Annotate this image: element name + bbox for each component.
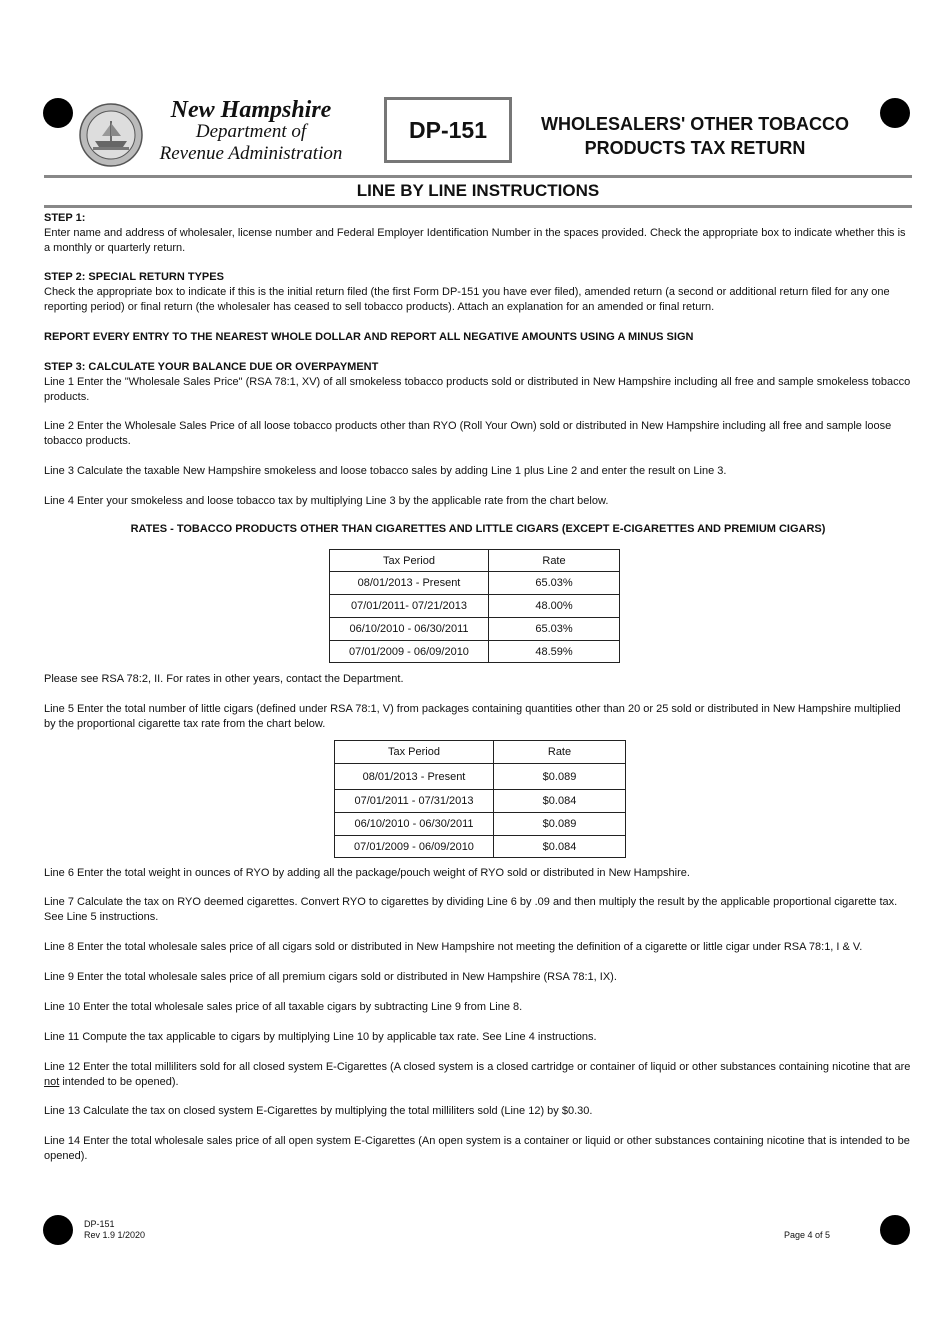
line12-text-a: Line 12 Enter the total milliliters sold for all closed system E-Cigarettes (A closed system is a closed cartridge or container of liquid or other substances containing nicotine that are — [44, 1061, 911, 1073]
line7-instruction: Line 7 Calculate the tax on RYO deemed cigarettes. Convert RYO to cigarettes by dividing Line 6 by .09 and then multiply the result by the applicable proportional cigarette tax. See Line 5 instructions. — [44, 896, 898, 923]
line6-instruction: Line 6 Enter the total weight in ounces of RYO by adding all the package/pouch weight of RYO sold or distributed in New Hampshire. — [44, 867, 690, 879]
line4-instruction: Line 4 Enter your smokeless and loose tobacco tax by multiplying Line 3 by the applicable rate from the chart below. — [44, 495, 609, 507]
table-cell: 65.03% — [489, 618, 620, 641]
line14-instruction: Line 14 Enter the total wholesale sales price of all open system E-Cigarettes (An open system is a container or liquid or other substances containing nicotine that is intended to be opened). — [44, 1135, 910, 1162]
table-cell: 07/01/2011 - 07/31/2013 — [335, 790, 494, 813]
header-divider-top — [44, 175, 912, 178]
rates-title: RATES - TOBACCO PRODUCTS OTHER THAN CIGARETTES AND LITTLE CIGARS (EXCEPT E-CIGARETTES AND PREMIUM CIGARS) — [130, 523, 826, 535]
table-cell: $0.089 — [494, 764, 626, 790]
line12-instruction — [44, 1060, 914, 1090]
registration-mark-bottom-left — [43, 1215, 73, 1245]
table-row — [335, 836, 626, 858]
footer-form-info — [84, 1219, 145, 1241]
little-cigar-rates-table — [334, 740, 626, 858]
step1-text: Enter name and address of wholesaler, license number and Federal Employer Identification Number in the spaces provided. Check the appropriate box to indicate whether this is a monthly or quarterly return. — [44, 227, 906, 254]
state-seal-icon — [79, 103, 143, 167]
table-row — [330, 595, 620, 618]
agency-line-1: New Hampshire — [170, 97, 332, 123]
table-cell: 08/01/2013 - Present — [335, 764, 494, 790]
footer-revision: Rev 1.9 1/2020 — [84, 1230, 146, 1240]
line8-instruction: Line 8 Enter the total wholesale sales price of all cigars sold or distributed in New Hampshire not meeting the definition of a cigarette or little cigar under RSA 78:1, I & V. — [44, 941, 863, 953]
table-cell: 07/01/2009 - 06/09/2010 — [335, 836, 494, 858]
table-cell: $0.084 — [494, 790, 626, 813]
step1-heading: STEP 1: — [44, 212, 86, 224]
form-title-line-2: PRODUCTS TAX RETURN — [584, 138, 806, 158]
registration-mark-top-left — [43, 98, 73, 128]
table-row — [335, 813, 626, 836]
form-title-line-1: WHOLESALERS' OTHER TOBACCO — [541, 114, 849, 134]
footer-page-number: Page 4 of 5 — [784, 1230, 831, 1240]
table-cell: 65.03% — [489, 572, 620, 595]
table-header-row — [335, 741, 626, 764]
table-row — [335, 764, 626, 790]
table-header-cell: Rate — [489, 550, 620, 572]
table-row — [330, 618, 620, 641]
see-rsa-note: Please see RSA 78:2, II. For rates in other years, contact the Department. — [44, 673, 404, 685]
line10-instruction: Line 10 Enter the total wholesale sales price of all taxable cigars by subtracting Line 9 from Line 8. — [44, 1001, 523, 1013]
agency-name — [146, 99, 356, 165]
line9-instruction: Line 9 Enter the total wholesale sales price of all premium cigars sold or distributed in New Hampshire (RSA 78:1, IX). — [44, 971, 617, 983]
line12-emphasis: not — [44, 1076, 60, 1088]
line11-instruction: Line 11 Compute the tax applicable to cigars by multiplying Line 10 by applicable tax rate. See Line 4 instructions. — [44, 1031, 597, 1043]
table-row — [330, 572, 620, 595]
table-cell: 07/01/2011- 07/21/2013 — [330, 595, 489, 618]
line1-instruction: Line 1 Enter the "Wholesale Sales Price" (RSA 78:1, XV) of all smokeless tobacco products sold or distributed in New Hampshire including all free and sample smokeless tobacco products. — [44, 376, 911, 403]
table-cell: 48.00% — [489, 595, 620, 618]
table-row — [330, 641, 620, 663]
table-header-cell: Tax Period — [330, 550, 489, 572]
table-cell: 48.59% — [489, 641, 620, 663]
line13-instruction: Line 13 Calculate the tax on closed system E-Cigarettes by multiplying the total milliliters sold (Line 12) by $0.30. — [44, 1105, 593, 1117]
table-header-row — [330, 550, 620, 572]
footer-form-number: DP-151 — [84, 1219, 115, 1229]
line2-instruction: Line 2 Enter the Wholesale Sales Price of all loose tobacco products other than RYO (Roll Your Own) sold or distributed in New Hampshire including all free and sample loose tobacco products. — [44, 420, 892, 447]
line3-instruction: Line 3 Calculate the taxable New Hampshire smokeless and loose tobacco sales by adding Line 1 plus Line 2 and enter the result on Line 3. — [44, 465, 727, 477]
form-title — [530, 112, 860, 160]
registration-mark-top-right — [880, 98, 910, 128]
tobacco-rates-table — [329, 549, 620, 663]
report-notice: REPORT EVERY ENTRY TO THE NEAREST WHOLE DOLLAR AND REPORT ALL NEGATIVE AMOUNTS USING A MINUS SIGN — [44, 331, 694, 343]
table-header-cell: Tax Period — [335, 741, 494, 764]
line5-instruction: Line 5 Enter the total number of little cigars (defined under RSA 78:1, V) from packages containing quantities other than 20 or 25 sold or distributed in New Hampshire multiplied by the proportional cigarette tax rate from the chart below. — [44, 703, 901, 730]
agency-line-3: Revenue Administration — [159, 143, 343, 164]
table-header-cell: Rate — [494, 741, 626, 764]
agency-line-2: Department of — [195, 121, 307, 142]
table-cell: 07/01/2009 - 06/09/2010 — [330, 641, 489, 663]
registration-mark-bottom-right — [880, 1215, 910, 1245]
section-title: LINE BY LINE INSTRUCTIONS — [356, 181, 600, 200]
step2-heading: STEP 2: SPECIAL RETURN TYPES — [44, 271, 224, 283]
table-cell: 08/01/2013 - Present — [330, 572, 489, 595]
table-cell: $0.089 — [494, 813, 626, 836]
line12-text-b: intended to be opened). — [59, 1076, 179, 1088]
step2-text: Check the appropriate box to indicate if this is the initial return filed (the first Form DP-151 you have ever filed), amended return (a second or additional return filed for any one reporting period) or final return (the wholesaler has ceased to sell tobacco products). Attach an explanation for an amended or final return. — [44, 286, 890, 313]
form-number: DP-151 — [384, 97, 512, 163]
table-cell: 06/10/2010 - 06/30/2011 — [330, 618, 489, 641]
step3-heading: STEP 3: CALCULATE YOUR BALANCE DUE OR OVERPAYMENT — [44, 361, 379, 373]
header-divider-bottom — [44, 205, 912, 208]
table-cell: 06/10/2010 - 06/30/2011 — [335, 813, 494, 836]
table-cell: $0.084 — [494, 836, 626, 858]
table-row — [335, 790, 626, 813]
